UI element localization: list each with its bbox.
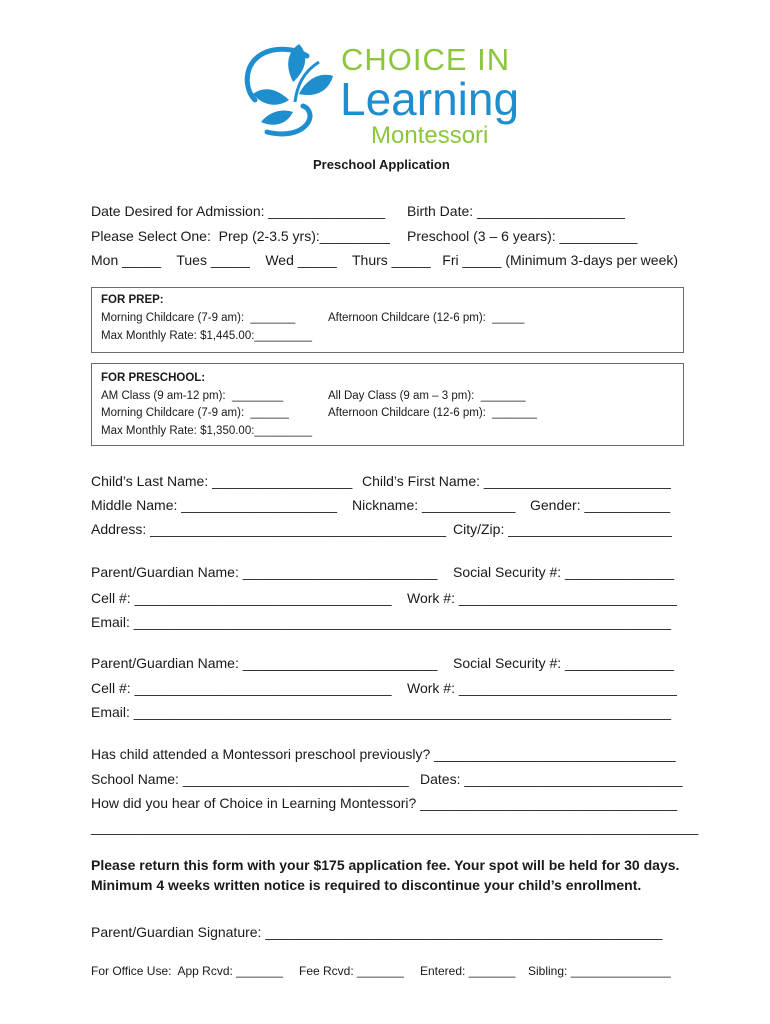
prep-afternoon-field[interactable]: Afternoon Childcare (12-6 pm): _____ — [328, 312, 525, 324]
birth-date-field[interactable]: Birth Date: ___________________ — [407, 203, 625, 219]
address-field[interactable]: Address: ______________________________________ — [91, 521, 447, 537]
office-sibling-field[interactable]: Sibling: _______________ — [528, 964, 671, 978]
preschool-rate-field[interactable]: Max Monthly Rate: $1,350.00:_________ — [101, 425, 312, 437]
referral-field[interactable]: How did you hear of Choice in Learning Montessori? _________________________________ — [91, 795, 678, 811]
city-zip-field[interactable]: City/Zip: _____________________ — [453, 521, 672, 537]
parent1-name-field[interactable]: Parent/Guardian Name: _________________________ — [91, 564, 438, 580]
middle-name-field[interactable]: Middle Name: ____________________ — [91, 497, 337, 513]
preschool-morning-field[interactable]: Morning Childcare (7-9 am): ______ — [101, 407, 289, 419]
leaf-logo-icon — [233, 38, 341, 146]
prep-morning-field[interactable]: Morning Childcare (7-9 am): _______ — [101, 312, 296, 324]
child-last-name-field[interactable]: Child’s Last Name: __________________ — [91, 473, 353, 489]
parent2-ssn-field[interactable]: Social Security #: ______________ — [453, 655, 675, 671]
nickname-field[interactable]: Nickname: ____________ — [352, 497, 516, 513]
days-field[interactable]: Mon _____ Tues _____ Wed _____ Thurs _____ Fri _____ (Minimum 3-days per week) — [91, 252, 679, 268]
logo-line-1: CHOICE IN — [341, 42, 511, 77]
notice-line-1: Please return this form with your $175 application fee. Your spot will be held for 30 days. — [91, 857, 680, 873]
preschool-box — [91, 363, 684, 446]
parent1-email-field[interactable]: Email: _____________________________________________________________________ — [91, 614, 672, 630]
allday-class-field[interactable]: All Day Class (9 am – 3 pm): _______ — [328, 390, 526, 402]
montessori-attended-field[interactable]: Has child attended a Montessori preschool previously? _______________________________ — [91, 746, 676, 762]
preschool-afternoon-field[interactable]: Afternoon Childcare (12-6 pm): _______ — [328, 407, 538, 419]
prep-heading: FOR PREP: — [101, 294, 164, 306]
parent2-email-field[interactable]: Email: _____________________________________________________________________ — [91, 704, 672, 720]
prep-rate-field[interactable]: Max Monthly Rate: $1,445.00:_________ — [101, 330, 312, 342]
parent2-name-field[interactable]: Parent/Guardian Name: _________________________ — [91, 655, 438, 671]
parent1-work-field[interactable]: Work #: ____________________________ — [407, 590, 677, 606]
referral-extra-line[interactable]: ______________________________________________________________________________ — [91, 819, 699, 835]
preschool-select-field[interactable]: Preschool (3 – 6 years): __________ — [407, 228, 638, 244]
parent1-cell-field[interactable]: Cell #: _________________________________ — [91, 590, 392, 606]
parent1-ssn-field[interactable]: Social Security #: ______________ — [453, 564, 675, 580]
dates-field[interactable]: Dates: ____________________________ — [420, 771, 683, 787]
logo-line-3: Montessori — [371, 122, 489, 149]
prep-box — [91, 287, 684, 353]
page-title: Preschool Application — [313, 157, 450, 172]
parent2-work-field[interactable]: Work #: ____________________________ — [407, 680, 677, 696]
office-fee-field[interactable]: Fee Rcvd: _______ — [299, 964, 404, 978]
logo-line-2: Learning — [340, 73, 520, 125]
office-entered-field[interactable]: Entered: _______ — [420, 964, 516, 978]
child-first-name-field[interactable]: Child’s First Name: ________________________ — [362, 473, 671, 489]
admission-date-field[interactable]: Date Desired for Admission: _______________ — [91, 203, 386, 219]
gender-field[interactable]: Gender: ___________ — [530, 497, 671, 513]
parent2-cell-field[interactable]: Cell #: _________________________________ — [91, 680, 392, 696]
notice-line-2: Minimum 4 weeks written notice is required to discontinue your child’s enrollment. — [91, 877, 642, 893]
prep-select-field[interactable]: Please Select One: Prep (2-3.5 yrs):_________ — [91, 228, 390, 244]
preschool-heading: FOR PRESCHOOL: — [101, 372, 206, 384]
office-app-field[interactable]: For Office Use: App Rcvd: _______ — [91, 964, 283, 978]
am-class-field[interactable]: AM Class (9 am-12 pm): ________ — [101, 390, 284, 402]
signature-field[interactable]: Parent/Guardian Signature: ___________________________________________________ — [91, 924, 663, 940]
school-name-field[interactable]: School Name: _____________________________ — [91, 771, 409, 787]
